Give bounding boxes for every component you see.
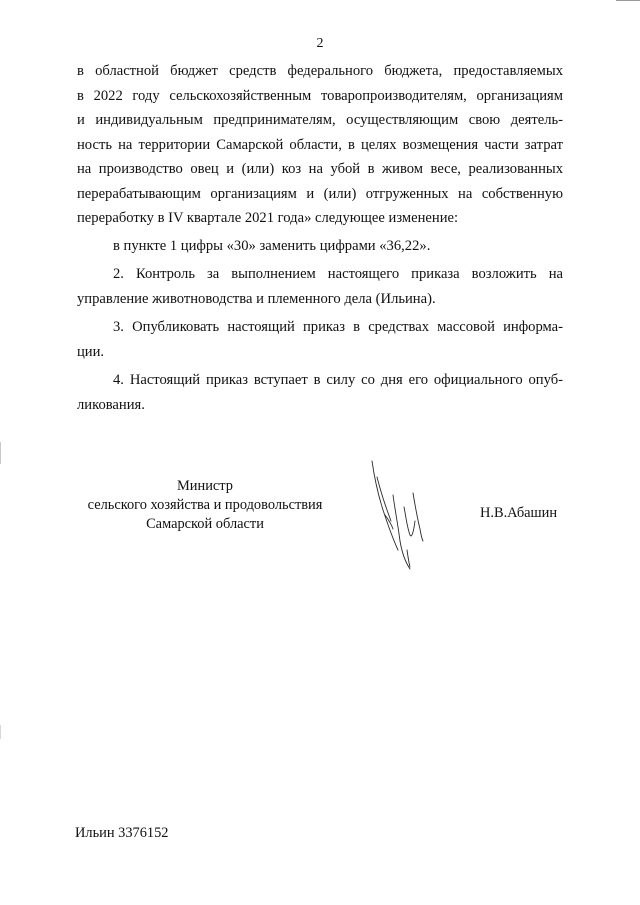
paragraph-3-line: ции.: [77, 343, 105, 360]
text-line: на производство овец и (или) коз на убой в живом весе, реализованных: [77, 161, 563, 177]
text-line: переработку в IV квартале 2021 года» следующее изменение:: [77, 210, 459, 226]
scan-edge-mark: [616, 0, 640, 1]
text-line: в областной бюджет средств федерального бюджета, предоставляемых: [77, 63, 563, 79]
text-line: и индивидуальным предпринимателям, осуществляющим свою деятель-: [77, 112, 563, 128]
order-body-text: [77, 59, 563, 417]
paragraph-2-line: 2. Контроль за выполнением настоящего приказа возложить на: [113, 266, 563, 282]
text-line: в 2022 году сельскохозяйственным товаропроизводителям, организациям: [77, 87, 563, 104]
scan-edge-mark: [0, 442, 1, 464]
amendment-line: в пункте 1 цифры «30» заменить цифрами «36,22».: [113, 237, 431, 254]
paragraph-4-line: 4. Настоящий приказ вступает в силу со дня его официального опуб-: [113, 372, 563, 388]
executor-contact: Ильин 3376152: [75, 825, 169, 841]
handwritten-signature: [360, 455, 440, 575]
paragraph-3-line: 3. Опубликовать настоящий приказ в средствах массовой информа-: [113, 319, 563, 335]
paragraph-4-line: ликования.: [77, 396, 145, 413]
text-line: перерабатывающим организациям и (или) отгруженных на собственную: [77, 185, 563, 202]
signatory-ministry: сельского хозяйства и продовольствия: [87, 497, 323, 513]
page-number: 2: [316, 36, 324, 51]
signatory-region: Самарской области: [146, 516, 264, 532]
text-line: ность на территории Самарской области, в целях возмещения части затрат: [77, 136, 563, 153]
signatory-position: Министр: [177, 478, 233, 494]
signatory-title: [75, 477, 335, 534]
paragraph-2-line: управление животноводства и племенного дела (Ильина).: [77, 290, 436, 307]
scan-edge-mark: [0, 725, 1, 739]
signatory-name: Н.В.Абашин: [480, 505, 558, 521]
